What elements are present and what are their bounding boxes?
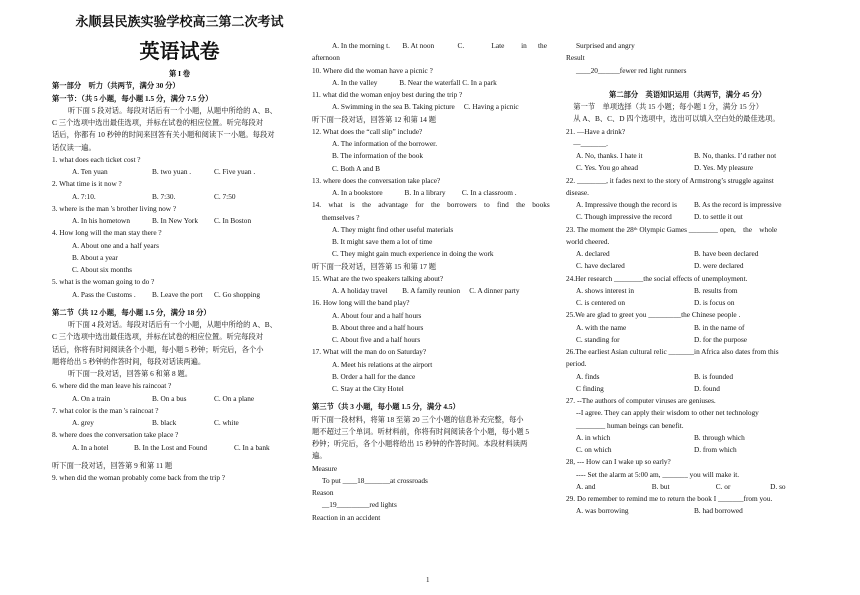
question-text: 13. where does the conversation take place? <box>312 175 441 185</box>
text-line: 听下面一段材料，将第 18 至第 20 三个小题的信息补充完整，每小 <box>312 414 524 424</box>
text-line: Result <box>566 53 585 63</box>
answer-option: D. so <box>770 481 786 491</box>
option-line: C. Stay at the City Hotel <box>332 384 404 393</box>
instruction-text: 听下面一段对话，回答第 6 和第 8 题。 <box>68 369 193 378</box>
answer-options <box>566 444 809 456</box>
text-line: C 三个选项中选出最佳选项，并标在试卷的相应位置。听完每段对 <box>52 118 264 127</box>
text-line: ________ human beings can benefit. <box>576 420 684 430</box>
answer-options <box>566 432 809 444</box>
school-title: 永顺县民族实验学校高三第二次考试 <box>75 15 284 30</box>
section-heading: 第三节（共 3 小题，每小题 1.5 分，满分 4.5） <box>312 402 460 412</box>
text-line: To put ____18_______at crossroads <box>322 475 428 485</box>
answer-option: B. 7:30. <box>152 191 176 201</box>
answer-option: Late <box>491 41 505 50</box>
answer-option: C finding <box>576 383 604 393</box>
answer-option: A. declared <box>576 249 610 258</box>
answer-option: B. Leave the port <box>152 289 203 299</box>
option-line: A. A holiday travel B. A family reunion C. A dinner party <box>332 286 520 295</box>
answer-option: D. were declared <box>693 261 744 271</box>
option-line: A. Meet his relations at the airport <box>332 359 433 369</box>
option-line: B. About three and a half hours <box>332 322 424 332</box>
text-line: 话仅读一遍。 <box>52 142 96 152</box>
answer-option: B. is founded <box>693 371 734 381</box>
answer-option: A. was borrowing <box>576 506 629 516</box>
option-line: A. They might find other useful materials <box>332 224 454 234</box>
question-text: 14. what is the advantage for the borrowers to find the books <box>312 200 550 210</box>
answer-options <box>312 40 555 52</box>
text-line: 从 A、B、C、D 四个选项中，选出可以填入空白处的最佳选项。 <box>566 114 780 124</box>
answer-options <box>52 417 307 429</box>
text-line: world cheered. <box>566 236 610 246</box>
question-text: 10. Where did the woman have a picnic ? <box>312 65 433 75</box>
text-line: C 三个选项中选出最佳选项，并标在试卷的相应位置。听完每段对 <box>52 332 264 342</box>
section-heading: 第一部分 听力（共两节，满分 30 分） <box>52 81 180 91</box>
option-line: B. About a year <box>72 252 118 262</box>
option-line: A. About one and a half years <box>72 240 159 250</box>
text-line: afternoon <box>312 53 340 63</box>
answer-option: A. No, thanks. I hate it <box>576 151 643 160</box>
section-heading: 第一节：（共 5 小题，每小题 1.5 分，满分 7.5 分） <box>52 93 213 103</box>
answer-option: C. Though impressive the record <box>576 212 672 222</box>
answer-options <box>566 322 809 334</box>
text-line: Reason <box>312 488 334 497</box>
column-right <box>566 40 809 518</box>
text-line: ____20______fewer red light runners <box>576 65 687 75</box>
answer-option: B. As the record is impressive <box>693 200 782 209</box>
answer-options <box>566 383 809 395</box>
question-text: 24.Her research ________the social effects of unemployment. <box>566 273 748 283</box>
answer-options <box>566 334 809 346</box>
text-line: 话后，你将有时间阅读各个小题，每小题 5 秒钟；听完后，各个小 <box>52 344 264 354</box>
answer-option: D. to settle it out <box>693 212 743 222</box>
instruction-text: 听下面 5 段对话。每段对话后有一个小题，从题中所给的 A、B、 <box>68 105 277 115</box>
answer-option: B. two yuan . <box>152 167 192 176</box>
option-line: A. In the valley B. Near the waterfall C. In a park <box>332 77 497 87</box>
question-text: —_______. <box>566 138 608 148</box>
text-line: 听下面一段对话，回答第 15 和第 17 题 <box>312 261 437 271</box>
section-heading: 第二部分 英语知识运用（共两节，满分 45 分） <box>609 89 766 99</box>
question-text: 23. The moment the 28ᵗʰ Olympic Games ________ open, the whole <box>566 224 778 234</box>
answer-option: A. Ten yuan <box>72 167 108 176</box>
answer-options <box>52 393 307 405</box>
question-text: 4. How long will the man stay there ? <box>52 228 162 238</box>
answer-options <box>52 191 307 203</box>
column-left <box>52 12 307 484</box>
option-line: A. In a bookstore B. In a library C. In a classroom . <box>332 188 517 197</box>
text-line: 遍。 <box>312 451 327 461</box>
text-line: 听下面一段对话，回答第 9 和第 11 题 <box>52 460 173 470</box>
question-text: 29. Do remember to remind me to return the book I _______from you. <box>566 494 773 503</box>
answer-option: D. is focus on <box>693 298 735 307</box>
answer-option: C. In a bank <box>234 442 270 452</box>
option-line: C. They might gain much experience in doing the work <box>332 249 494 259</box>
column-middle <box>312 40 555 524</box>
question-text: 17. What will the man do on Saturday? <box>312 347 427 357</box>
answer-option: D. Yes. My pleasure <box>693 163 754 173</box>
text-line: 话后，你都有 10 秒钟的时间来回答有关小题和阅读下一小题。每段对 <box>52 130 275 140</box>
answer-option: B. through which <box>693 432 745 442</box>
question-text: 5. what is the woman going to do ? <box>52 277 155 287</box>
text-line: period. <box>566 359 587 369</box>
answer-options <box>52 289 307 301</box>
answer-option: A. in which <box>576 432 611 442</box>
answer-option: D. found <box>693 383 720 393</box>
text-line: --I agree. They can apply their wisdom to other net technology <box>576 408 759 418</box>
text-line: 听下面一段对话，回答第 12 和第 14 题 <box>312 114 437 124</box>
option-line: C. Both A and B <box>332 163 381 173</box>
answer-option: B. black <box>152 418 177 427</box>
answer-options <box>566 150 809 162</box>
question-text: 9. when did the woman probably come back from the trip ? <box>52 473 226 482</box>
question-text: 22. ________, it fades next to the story of Armstrong’s struggle against <box>566 175 774 185</box>
answer-options <box>52 215 307 227</box>
question-text: 26.The earliest Asian cultural relic _______in Africa also dates from this <box>566 347 779 356</box>
answer-option: C. 7:50 <box>214 191 236 201</box>
answer-option: the <box>538 41 547 50</box>
question-text: 6. where did the man leave his raincoat ? <box>52 381 172 391</box>
text-line: Measure <box>312 463 338 473</box>
answer-option: C. <box>457 41 465 50</box>
subject-title: 英语试卷 <box>139 39 220 63</box>
answer-option: A. grey <box>72 418 94 427</box>
question-text: 28, --- How can I wake up so early? <box>566 457 671 467</box>
answer-options <box>566 285 809 297</box>
instruction-text: 听下面 4 段对话。每段对话后有一个小题，从题中所给的 A、B、 <box>68 320 277 329</box>
answer-option: C. Yes. You go ahead <box>576 163 639 173</box>
answer-option: B. At noon <box>402 41 435 50</box>
option-line: B. The information of the book <box>332 151 424 161</box>
question-text: 3. where is the man 's brother living now ? <box>52 203 177 213</box>
column-left-body <box>52 80 307 484</box>
answer-option: C. or <box>715 481 731 491</box>
answer-option: B. In New York <box>152 216 199 225</box>
answer-option: B. in the name of <box>693 322 745 332</box>
question-text: 11. what did the woman enjoy best during the trip ? <box>312 90 463 99</box>
column-right-body <box>566 40 809 518</box>
answer-option: D. from which <box>693 445 737 454</box>
question-text: 2. What time is it now ? <box>52 179 122 189</box>
answer-option: A. and <box>576 481 596 491</box>
answer-option: B. results from <box>693 285 738 295</box>
text-line: 第一节 单项选择（共 15 小题；每小题 1 分，满分 15 分） <box>566 102 764 111</box>
answer-option: B. had borrowed <box>693 506 743 516</box>
answer-option: C. have declared <box>576 261 625 271</box>
question-text: 7. what color is the man 's raincoat ? <box>52 405 159 415</box>
text-line: 秒钟；听完后，各个小题将给出 15 秒钟的作答时间。本段材料读两 <box>312 439 528 448</box>
answer-options <box>52 442 307 454</box>
section-heading: 第二节（共 12 小题，每小题 1.5 分，满分 18 分） <box>52 307 211 317</box>
option-line: C. About five and a half hours <box>332 335 421 344</box>
text-line: 题将给出 5 秒钟的作答时间，每段对话读两遍。 <box>52 356 206 366</box>
answer-options <box>566 248 809 260</box>
question-text: 12. What does the “call slip” include? <box>312 126 423 136</box>
answer-option: B. have been declared <box>693 249 759 258</box>
answer-option: A. shows interest in <box>576 285 634 295</box>
answer-option: C. standing for <box>576 334 620 344</box>
answer-options <box>52 166 307 178</box>
answer-options <box>566 505 809 517</box>
answer-option: A. Pass the Customs . <box>72 289 136 299</box>
option-line: C. About six months <box>72 265 133 274</box>
answer-option: A. 7:10. <box>72 191 96 201</box>
answer-option: C. on which <box>576 445 612 454</box>
answer-option: C. Go shopping <box>214 289 261 299</box>
text-line: disease. <box>566 187 589 197</box>
answer-option: A. In a hotel <box>72 442 109 452</box>
text-line: Reaction in an accident <box>312 512 381 522</box>
answer-option: C. is centered on <box>576 298 626 307</box>
question-text: 16. How long will the band play? <box>312 298 410 308</box>
question-text: 25.We are glad to greet you _________the Chinese people . <box>566 310 741 320</box>
question-text: 1. what does each ticket cost ? <box>52 154 141 164</box>
option-line: B. Order a hall for the dance <box>332 371 416 381</box>
answer-options <box>566 260 809 272</box>
text-line: __19_________red lights <box>322 500 397 510</box>
answer-option: C. white <box>214 418 239 427</box>
question-text: 15. What are the two speakers talking about? <box>312 273 444 283</box>
answer-option: D. for the purpose <box>693 334 748 344</box>
answer-option: B. On a bus <box>152 393 187 403</box>
answer-option: A. In his hometown <box>72 216 130 225</box>
question-text: 27. --The authors of computer viruses are geniuses. <box>566 396 716 405</box>
answer-option: B. No, thanks. I’d rather not <box>693 151 777 160</box>
answer-option: B. In the Lost and Found <box>134 442 207 452</box>
answer-options <box>566 371 809 383</box>
answer-option: B. but <box>651 481 670 491</box>
option-line: A. Swimming in the sea B. Taking picture C. Having a picnic <box>332 102 519 112</box>
question-text: 21. —Have a drink? <box>566 126 626 136</box>
answer-option: C. In Boston <box>214 216 252 225</box>
page-number: 1 <box>426 576 430 584</box>
text-line: ---- Set the alarm at 5:00 am, _______ you will make it. <box>576 469 740 479</box>
question-text: 8. where does the conversation take place ? <box>52 430 179 440</box>
answer-options <box>566 481 809 493</box>
answer-option: in <box>521 41 527 50</box>
answer-option: C. Five yuan . <box>214 167 256 176</box>
answer-options <box>566 162 809 174</box>
text-line: Surprised and angry <box>576 41 635 50</box>
volume-label: 第 I 卷 <box>168 69 191 78</box>
text-line: 题不超过三个单词。听材料前，你将有时间阅读各个小题，每小题 5 <box>312 426 530 436</box>
answer-option: A. finds <box>576 371 600 381</box>
column-middle-body <box>312 40 555 524</box>
option-line: B. It might save them a lot of time <box>332 237 433 246</box>
answer-option: A. In the morning t. <box>332 41 390 50</box>
option-line: A. The information of the borrower. <box>332 139 438 148</box>
option-line: A. About four and a half hours <box>332 310 422 320</box>
answer-option: A. with the name <box>576 322 627 332</box>
answer-option: A. On a train <box>72 393 111 403</box>
text-line: themselves ? <box>322 212 360 222</box>
answer-option: C. On a plane <box>214 393 255 403</box>
answer-option: A. Impressive though the record is <box>576 200 677 209</box>
answer-options <box>566 211 809 223</box>
answer-options <box>566 297 809 309</box>
answer-options <box>566 199 809 211</box>
